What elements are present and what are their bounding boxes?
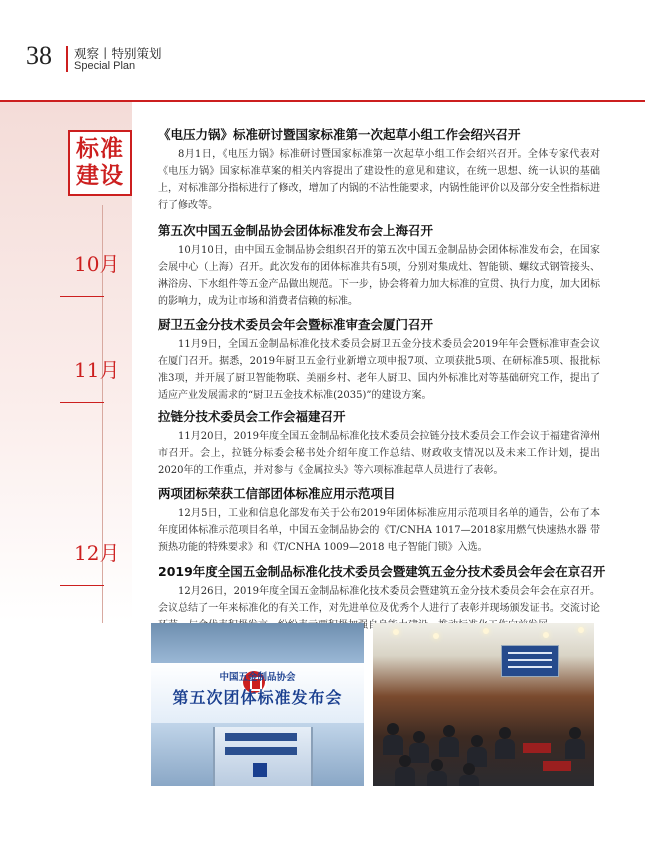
badge-line-2: 建设 (76, 163, 124, 189)
ceiling-light (578, 627, 584, 633)
article-pressure-cooker (158, 126, 600, 214)
article-title: 厨卫五金分技术委员会年会暨标准审查会厦门召开 (158, 317, 434, 332)
attendee (399, 755, 411, 767)
table-cloth (523, 743, 551, 753)
article-body: 8月1日，《电压力锅》标准研讨暨国家标准第一次起草小组工作会绍兴召开。全体专家代表对《电压力锅》国家标准草案的相关内容提出了建设性的意见和建议，在统一思想、统一认识的基础上，对标准部分指标进行了修改，增加了内锅的不沾性能要求，内锅性能评价以及部分安全性指标进行了修改等。 (158, 149, 600, 211)
article-title: 拉链分技术委员会工作会福建召开 (158, 409, 346, 424)
ceiling-light (543, 632, 549, 638)
display-stand (213, 727, 313, 786)
article-body: 10月10日，由中国五金制品协会组织召开的第五次中国五金制品协会团体标准发布会，在国家会展中心（上海）召开。此次发布的团体标准共有5项，分别对集成灶、智能锁、螺纹式钢管接头、淋浴房、下水组件等五金产品做出规范。下一步，协会将着力加大标准的宣贯、执行力度，加大团标的影响力，成为让市场和消费者信赖的标准。 (158, 245, 600, 307)
article-title: 2019年度全国五金制品标准化技术委员会暨建筑五金分技术委员会年会在京召开 (158, 564, 606, 579)
month-rule-october (60, 296, 104, 297)
photo-meeting-hall (373, 623, 594, 786)
attendee (471, 735, 483, 747)
ceiling-light (433, 633, 439, 639)
attendee (413, 731, 425, 743)
attendee (499, 727, 511, 739)
stand-logo-icon (253, 763, 267, 777)
month-october: 10月 (74, 252, 120, 276)
header-divider (66, 46, 68, 72)
backdrop-org-text: 中国五金制品协会 (219, 672, 296, 683)
backdrop-headline: 第五次团体标准发布会 (172, 688, 343, 707)
attendee (463, 763, 475, 775)
article-title: 两项团标荣获工信部团体标准应用示范项目 (158, 486, 396, 501)
month-rule-november (60, 402, 104, 403)
article-title: 第五次中国五金制品协会团体标准发布会上海召开 (158, 223, 434, 238)
badge-text (70, 136, 130, 190)
column-title: 观察丨特别策划 (74, 46, 162, 61)
attendee (431, 759, 443, 771)
section-badge (68, 130, 132, 196)
badge-line-1: 标准 (76, 136, 124, 162)
month-rule-december (60, 585, 104, 586)
article-body: 11月9日，全国五金制品标准化技术委员会厨卫五金分技术委员会2019年年会暨标准审查会议在厦门召开。据悉，2019年厨卫五金行业新增立项申报7项、立项获批5项、在研标准5项、报批标准3项，并开展了厨卫智能物联、美丽乡村、老年人厨卫、国内外标准比对等基础研究工作，提出了适应产业发展需求的“厨卫五金技术标准(2035)”的建设方案。 (158, 339, 600, 401)
page-number: 38 (26, 41, 52, 70)
article-body: 11月20日，2019年度全国五金制品标准化技术委员会拉链分技术委员会工作会议于福建省漳州市召开。会上，拉链分标委会秘书处介绍年度工作总结、财政收支情况以及未来工作计划，提出2020年的工作重点，并对参与《金属拉头》等六项标准起草人员进行了表彰。 (158, 431, 600, 476)
photo-release-stage (151, 623, 364, 786)
article-title: 《电压力锅》标准研讨暨国家标准第一次起草小组工作会绍兴召开 (158, 127, 521, 142)
attendee (569, 727, 581, 739)
page-header (0, 0, 645, 80)
month-november: 11月 (74, 358, 120, 382)
article-body: 12月5日，工业和信息化部发布关于公布2019年团体标准应用示范项目名单的通告，公布了本年度团体标准示范项目名单，中国五金制品协会的《T/CNHA 1017—2018家用燃气快速热水器 带预热功能的特殊要求》和《T/CNHA 1009—2018 电子智能门锁》入选。 (158, 508, 600, 553)
article-zipper (158, 408, 600, 479)
article-kitchen-bath (158, 316, 600, 404)
projection-screen (501, 645, 559, 677)
article-miit-demo (158, 485, 600, 556)
column-title-en: Special Plan (74, 60, 136, 72)
month-december: 12月 (74, 541, 120, 565)
attendee (387, 723, 399, 735)
table-cloth (543, 761, 571, 771)
ceiling-light (393, 629, 399, 635)
ceiling-light (483, 628, 489, 634)
article-body: 12月26日，2019年度全国五金制品标准化技术委员会暨建筑五金分技术委员会年会在京召开。会议总结了一年来标准化的有关工作，对先进单位及优秀个人进行了表彰并现场颁发证书。交流讨论 加强自身 (158, 586, 600, 631)
attendee (443, 725, 455, 737)
article-group-standard-release (158, 222, 600, 310)
